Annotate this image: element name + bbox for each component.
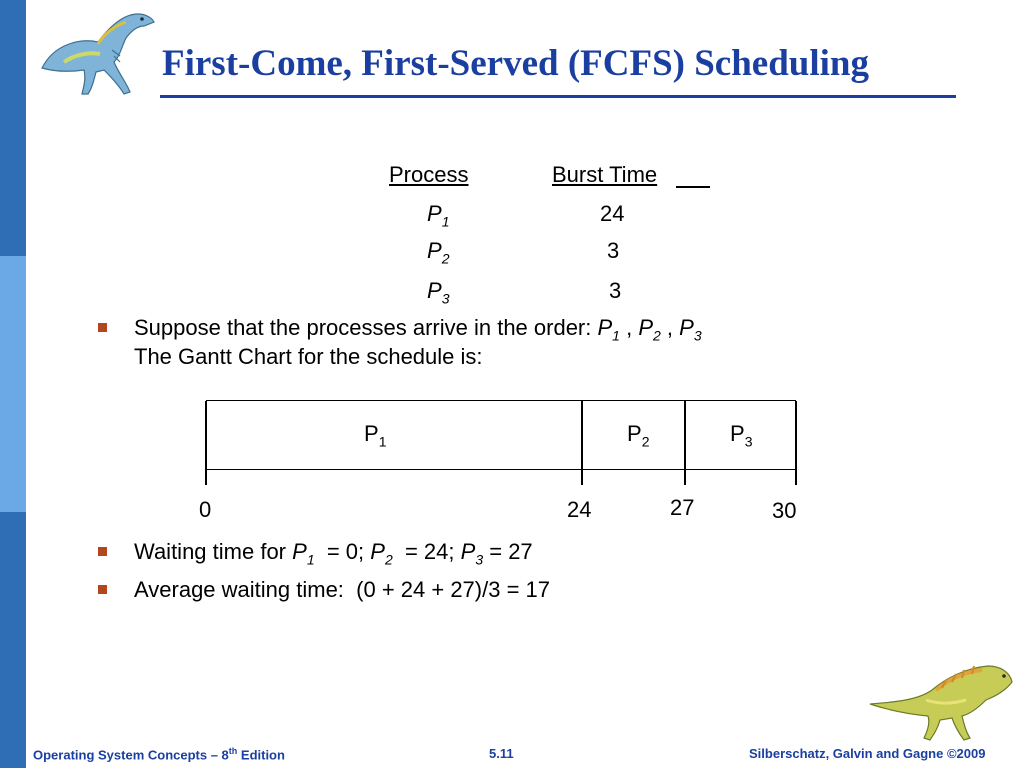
bullet-gantt-intro: The Gantt Chart for the schedule is: [134,344,483,369]
process-name: P [427,201,442,226]
process-name: P [638,315,653,340]
gantt-time-label: 30 [772,498,797,523]
table-row [427,201,449,229]
gantt-block-p3 [730,421,752,449]
gantt-time-label: 24 [567,497,592,522]
bullet-marker [98,323,107,332]
dinosaur-bottom-icon [866,660,1016,742]
process-name: P [597,315,613,340]
process-subscript: 3 [693,327,702,344]
bullet-marker [98,547,107,556]
gantt-block-p2 [627,421,649,449]
gantt-chart [206,400,796,470]
bullet-text: = 24; [392,539,461,564]
table-header-burst-underline-extension [676,186,710,188]
dinosaur-top-icon [34,4,158,98]
process-subscript: 2 [653,327,661,344]
process-name: P [427,238,442,263]
process-subscript: 2 [384,551,393,568]
left-accent-bar [0,0,26,768]
bullet-arrival-order [134,315,702,343]
left-accent-bar-light-segment [0,256,26,512]
process-subscript: 1 [306,551,315,568]
bullet-text: = 27 [483,539,533,564]
gantt-boundary-0 [205,401,207,485]
footer-text: Operating System Concepts – 8 [33,747,229,763]
gantt-block-subscript: 2 [641,433,650,450]
table-header-burst-time: Burst Time [552,162,658,187]
footer-slide-number: 5.11 [489,746,514,761]
bullet-text: Waiting time for [134,539,293,564]
footer-book-title [33,746,285,762]
gantt-time-label: 27 [670,495,695,520]
bullet-marker [98,585,107,594]
gantt-block-label: P [627,421,642,446]
separator: , [660,315,680,340]
bullet-text: Suppose that the processes arrive in the order: [134,315,598,340]
process-subscript: 2 [441,250,450,267]
process-name: P [292,539,307,564]
table-row [427,278,449,306]
gantt-boundary-24 [581,401,583,485]
table-header-process: Process [389,162,469,187]
gantt-block-subscript: 1 [378,433,387,450]
slide-title: First-Come, First-Served (FCFS) Scheduling [162,43,870,84]
process-name: P [460,539,476,564]
gantt-block-subscript: 3 [744,433,753,450]
bullet-average-waiting-time: Average waiting time: (0 + 24 + 27)/3 = 17 [134,577,551,602]
gantt-boundary-30 [795,401,797,485]
burst-time-value: 3 [609,278,622,303]
title-underline [160,95,956,98]
process-subscript: 1 [612,327,620,344]
footer-text: Edition [237,747,285,763]
gantt-boundary-27 [684,401,686,485]
table-row [427,238,449,266]
process-name: P [370,539,385,564]
footer-copyright: Silberschatz, Galvin and Gagne ©2009 [749,746,986,761]
burst-time-value: 3 [607,238,620,263]
process-subscript: 1 [441,213,450,230]
separator: , [619,315,639,340]
process-name: P [427,278,442,303]
bullet-waiting-time [134,539,533,567]
gantt-block-label: P [730,421,745,446]
gantt-block-p1 [364,421,386,449]
process-subscript: 3 [441,290,450,307]
process-subscript: 3 [475,551,484,568]
gantt-time-label: 0 [199,497,212,522]
left-accent-bar-dark-segment [0,512,26,768]
gantt-block-label: P [364,421,379,446]
footer-superscript: th [228,746,238,756]
process-name: P [679,315,694,340]
bullet-text: = 0; [314,539,371,564]
burst-time-value: 24 [600,201,625,226]
